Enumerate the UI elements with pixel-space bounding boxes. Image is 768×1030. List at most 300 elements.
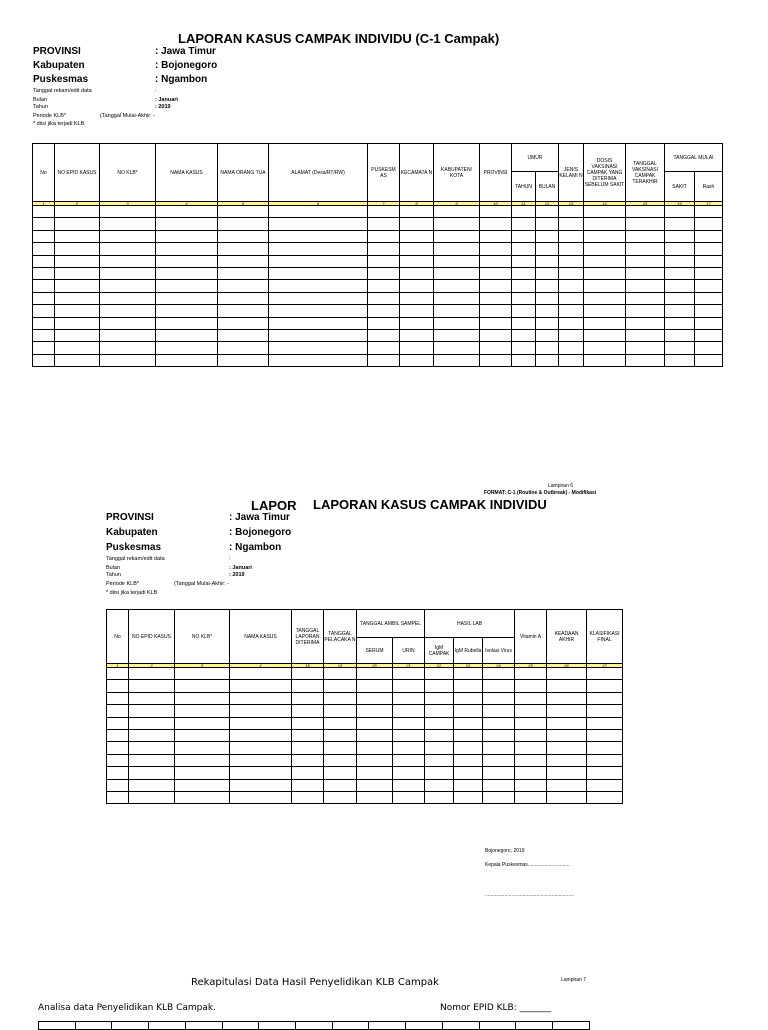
- table-cell: [587, 705, 623, 717]
- report2-provinsi-label: PROVINSI: [106, 512, 154, 523]
- table-cell: [156, 342, 218, 354]
- table-cell: [665, 218, 695, 230]
- table-cell: [536, 280, 559, 292]
- table-cell: [665, 329, 695, 341]
- col-number: 25: [515, 664, 547, 668]
- col-header-no-epid: NO EPID KASUS: [55, 144, 100, 202]
- table-cell: [55, 255, 100, 267]
- col-number: 5: [218, 202, 269, 206]
- table-cell: [55, 243, 100, 255]
- table-cell: [483, 717, 515, 729]
- table-cell: [100, 292, 156, 304]
- table-cell: [480, 292, 512, 304]
- table-cell: [357, 754, 393, 766]
- col-header-tgl-mulai: TANGGAL MULAI: [665, 144, 723, 172]
- col-number: 22: [425, 664, 454, 668]
- table-cell: [515, 754, 547, 766]
- table-cell: [357, 692, 393, 704]
- table-cell: [156, 230, 218, 242]
- table-cell: [665, 342, 695, 354]
- report2-format: FORMAT: C-1 (Routine & Outbreak) - Modifikasi: [484, 490, 597, 496]
- table-cell: [292, 705, 324, 717]
- table-cell: [480, 280, 512, 292]
- col-number: 12: [536, 202, 559, 206]
- table-cell: [584, 267, 626, 279]
- table-cell: [55, 354, 100, 366]
- table-cell: [425, 668, 454, 680]
- table-cell: [480, 267, 512, 279]
- col-header-sakit: SAKIT: [665, 172, 695, 202]
- report2-puskesmas-label: Puskesmas: [106, 542, 162, 553]
- table-cell: [512, 280, 536, 292]
- table-cell: [292, 754, 324, 766]
- table-cell: [324, 680, 357, 692]
- table-cell: [587, 680, 623, 692]
- table-cell: [292, 742, 324, 754]
- table-cell: [512, 206, 536, 218]
- table-cell: [357, 791, 393, 803]
- col-number: 1: [107, 664, 129, 668]
- report1-kabupaten-label: Kabupaten: [33, 60, 85, 71]
- col-header-provinsi: PROVINSI: [480, 144, 512, 202]
- table-cell: [175, 705, 230, 717]
- table-cell: [324, 779, 357, 791]
- table-cell: [454, 767, 483, 779]
- table-cell: [559, 255, 584, 267]
- table-cell: [218, 230, 269, 242]
- col-header-igm-campak: IgM CAMPAK: [425, 638, 454, 664]
- table-cell: [559, 292, 584, 304]
- table-cell: [559, 280, 584, 292]
- table-cell: [515, 705, 547, 717]
- sign-place-date: Bojonegoro, 2019: [485, 848, 525, 854]
- table-cell: [292, 729, 324, 741]
- table-cell: [33, 243, 55, 255]
- table-cell: [156, 317, 218, 329]
- col-number: 11: [512, 202, 536, 206]
- table-cell: [547, 729, 587, 741]
- table-cell: [368, 329, 400, 341]
- table-cell: [107, 767, 129, 779]
- table-row: [107, 692, 623, 704]
- table-cell: [107, 742, 129, 754]
- table-cell: [454, 729, 483, 741]
- table-cell: [480, 230, 512, 242]
- table-cell: [218, 354, 269, 366]
- table-cell: [324, 668, 357, 680]
- table-cell: [33, 255, 55, 267]
- report1-puskesmas-value: : Ngambon: [155, 74, 208, 85]
- col-number: 2: [55, 202, 100, 206]
- table-cell: [368, 342, 400, 354]
- table-cell: [357, 680, 393, 692]
- table-cell: [536, 329, 559, 341]
- table-cell: [156, 267, 218, 279]
- table-cell: [400, 354, 434, 366]
- table-cell: [454, 717, 483, 729]
- col-number: 21: [393, 664, 425, 668]
- table-cell: [100, 280, 156, 292]
- table-cell: [292, 767, 324, 779]
- table-cell: [218, 329, 269, 341]
- report2-periode-value: (Tanggal Mulai-Akhir: -: [174, 581, 230, 587]
- table-cell: [547, 668, 587, 680]
- table-cell: [156, 280, 218, 292]
- table-cell: [230, 680, 292, 692]
- table-cell: [55, 267, 100, 279]
- col-number: 15: [626, 202, 665, 206]
- table-cell: [512, 329, 536, 341]
- table-cell: [483, 729, 515, 741]
- table-cell: [665, 354, 695, 366]
- table-cell: [230, 754, 292, 766]
- report1-table-body: [33, 206, 723, 367]
- col-number: 8: [400, 202, 434, 206]
- table-cell: [218, 292, 269, 304]
- table-cell: [626, 317, 665, 329]
- table-cell: [584, 292, 626, 304]
- table-cell: [536, 230, 559, 242]
- table-cell: [665, 255, 695, 267]
- table-cell: [480, 206, 512, 218]
- report2-tahun-label: Tahun: [106, 572, 121, 578]
- table-cell: [400, 218, 434, 230]
- table-cell: [230, 742, 292, 754]
- col-number: 3: [100, 202, 156, 206]
- report2-table: [106, 609, 623, 804]
- table-cell: [425, 729, 454, 741]
- report1-tahun-label: Tahun: [33, 104, 48, 110]
- table-cell: [129, 717, 175, 729]
- table-cell: [393, 767, 425, 779]
- table-row: [33, 317, 723, 329]
- table-cell: [512, 292, 536, 304]
- table-cell: [454, 692, 483, 704]
- table-cell: [400, 243, 434, 255]
- table-cell: [292, 668, 324, 680]
- col-header-bulan: BULAN: [536, 172, 559, 202]
- table-cell: [559, 243, 584, 255]
- table-cell: [587, 742, 623, 754]
- table-cell: [626, 243, 665, 255]
- col-header-no-epid: NO EPID KASUS: [129, 610, 175, 664]
- col-number: 6: [269, 202, 368, 206]
- table-row: [33, 329, 723, 341]
- col-header-urin: URIN: [393, 638, 425, 664]
- table-cell: [230, 767, 292, 779]
- table-cell: [584, 230, 626, 242]
- table-cell: [129, 668, 175, 680]
- table-cell: [587, 791, 623, 803]
- table-cell: [695, 218, 723, 230]
- col-number: 23: [454, 664, 483, 668]
- report1-puskesmas-label: Puskesmas: [33, 74, 89, 85]
- table-cell: [454, 742, 483, 754]
- table-cell: [368, 243, 400, 255]
- table-row: [39, 1022, 590, 1030]
- table-cell: [483, 668, 515, 680]
- table-cell: [695, 206, 723, 218]
- table-cell: [626, 255, 665, 267]
- table-cell: [695, 255, 723, 267]
- table-cell: [156, 206, 218, 218]
- table-cell: [107, 668, 129, 680]
- table-cell: [665, 243, 695, 255]
- col-header-no: No: [33, 144, 55, 202]
- table-cell: [515, 779, 547, 791]
- table-cell: [324, 692, 357, 704]
- table-cell: [536, 317, 559, 329]
- table-cell: [480, 329, 512, 341]
- table-row: [107, 767, 623, 779]
- table-cell: [547, 767, 587, 779]
- report1-rekam-label: Tanggal rekam/edit data: [33, 88, 92, 94]
- table-cell: [626, 267, 665, 279]
- report1-kabupaten-value: : Bojonegoro: [155, 60, 218, 71]
- table-cell: [665, 267, 695, 279]
- table-cell: [515, 692, 547, 704]
- table-cell: [584, 280, 626, 292]
- table-cell: [393, 692, 425, 704]
- col-header-no-klb: NO KLB*: [175, 610, 230, 664]
- col-header-kabupaten: KABUPATEN/ KOTA: [434, 144, 480, 202]
- table-cell: [129, 742, 175, 754]
- table-cell: [584, 255, 626, 267]
- col-header-tgl-pelacakan: TANGGAL PELACAKA N: [324, 610, 357, 664]
- col-number: 13: [559, 202, 584, 206]
- table-cell: [175, 779, 230, 791]
- table-cell: [324, 742, 357, 754]
- table-cell: [357, 779, 393, 791]
- table-cell: [626, 354, 665, 366]
- table-cell: [559, 206, 584, 218]
- col-header-vitamin: Vitamin A: [515, 610, 547, 664]
- table-cell: [55, 280, 100, 292]
- table-cell: [33, 329, 55, 341]
- col-header-tgl-sampel: TANGGAL AMBIL SAMPEL: [357, 610, 425, 638]
- table-cell: [695, 292, 723, 304]
- col-header-kecamatan: KECAMATA N: [400, 144, 434, 202]
- table-cell: [400, 329, 434, 341]
- table-cell: [587, 692, 623, 704]
- table-cell: [400, 342, 434, 354]
- table-cell: [324, 705, 357, 717]
- table-cell: [393, 705, 425, 717]
- table-cell: [400, 206, 434, 218]
- report2-title: LAPORAN KASUS CAMPAK INDIVIDU: [313, 497, 547, 512]
- table-cell: [107, 692, 129, 704]
- report1-provinsi-value: : Jawa Timur: [155, 46, 216, 57]
- table-cell: [55, 317, 100, 329]
- table-cell: [454, 779, 483, 791]
- table-cell: [584, 342, 626, 354]
- table-cell: [100, 255, 156, 267]
- table-cell: [483, 705, 515, 717]
- table-row: [107, 742, 623, 754]
- table-cell: [454, 680, 483, 692]
- table-cell: [33, 342, 55, 354]
- report3-title: Rekapitulasi Data Hasil Penyelidikan KLB Campak: [191, 977, 439, 988]
- table-cell: [129, 729, 175, 741]
- table-cell: [559, 342, 584, 354]
- table-cell: [434, 317, 480, 329]
- table-row: [33, 267, 723, 279]
- table-cell: [218, 305, 269, 317]
- table-cell: [695, 280, 723, 292]
- table-cell: [269, 243, 368, 255]
- table-cell: [230, 705, 292, 717]
- table-cell: [269, 292, 368, 304]
- table-cell: [400, 292, 434, 304]
- table-cell: [107, 729, 129, 741]
- table-cell: [512, 243, 536, 255]
- table-cell: [584, 317, 626, 329]
- table-cell: [536, 218, 559, 230]
- col-number: 2: [129, 664, 175, 668]
- table-cell: [393, 742, 425, 754]
- table-cell: [368, 218, 400, 230]
- table-cell: [434, 354, 480, 366]
- table-cell: [55, 305, 100, 317]
- table-cell: [434, 243, 480, 255]
- table-cell: [129, 767, 175, 779]
- table-cell: [559, 267, 584, 279]
- table-cell: [434, 292, 480, 304]
- table-cell: [55, 292, 100, 304]
- table-cell: [425, 680, 454, 692]
- table-cell: [483, 767, 515, 779]
- table-cell: [218, 218, 269, 230]
- table-cell: [425, 754, 454, 766]
- table-cell: [454, 705, 483, 717]
- table-cell: [400, 267, 434, 279]
- col-number: 9: [434, 202, 480, 206]
- table-cell: [230, 729, 292, 741]
- table-cell: [107, 680, 129, 692]
- table-cell: [547, 791, 587, 803]
- table-cell: [218, 342, 269, 354]
- report2-kabupaten-value: : Bojonegoro: [229, 527, 292, 538]
- report2-periode-label: Periode KLB*: [106, 581, 140, 587]
- table-cell: [175, 680, 230, 692]
- report2-bulan-value: : Januari: [229, 565, 252, 571]
- table-cell: [559, 218, 584, 230]
- table-cell: [434, 230, 480, 242]
- report1-bulan-label: Bulan: [33, 97, 48, 103]
- table-cell: [129, 705, 175, 717]
- table-cell: [425, 692, 454, 704]
- table-cell: [665, 317, 695, 329]
- table-cell: [55, 218, 100, 230]
- col-number: 10: [480, 202, 512, 206]
- table-cell: [269, 206, 368, 218]
- table-cell: [626, 329, 665, 341]
- report1-periode-label: Periode KLB*: [33, 113, 67, 119]
- table-cell: [434, 218, 480, 230]
- table-cell: [269, 305, 368, 317]
- col-header-nama-kasus: NAMA KASUS: [230, 610, 292, 664]
- table-cell: [695, 317, 723, 329]
- table-cell: [434, 280, 480, 292]
- table-cell: [425, 779, 454, 791]
- col-number: 4: [230, 664, 292, 668]
- table-cell: [269, 329, 368, 341]
- table-cell: [269, 342, 368, 354]
- col-header-serum: SERUM: [357, 638, 393, 664]
- col-number: 16: [665, 202, 695, 206]
- report1-provinsi-label: PROVINSI: [33, 46, 81, 57]
- col-header-alamat: ALAMAT (Desa/RT/RW): [269, 144, 368, 202]
- table-cell: [100, 305, 156, 317]
- table-cell: [393, 791, 425, 803]
- table-row: [33, 292, 723, 304]
- col-number: 3: [175, 664, 230, 668]
- table-cell: [547, 692, 587, 704]
- table-cell: [665, 206, 695, 218]
- sign-line: ................................................................: [485, 892, 574, 898]
- table-cell: [156, 243, 218, 255]
- table-cell: [368, 317, 400, 329]
- table-cell: [357, 668, 393, 680]
- table-cell: [156, 255, 218, 267]
- table-cell: [512, 305, 536, 317]
- table-cell: [626, 305, 665, 317]
- table-cell: [480, 342, 512, 354]
- table-cell: [559, 354, 584, 366]
- table-cell: [175, 729, 230, 741]
- table-cell: [512, 218, 536, 230]
- table-cell: [368, 305, 400, 317]
- table-cell: [400, 317, 434, 329]
- table-cell: [230, 692, 292, 704]
- table-cell: [695, 230, 723, 242]
- table-cell: [434, 267, 480, 279]
- table-cell: [584, 329, 626, 341]
- table-cell: [483, 680, 515, 692]
- table-cell: [480, 243, 512, 255]
- table-cell: [292, 717, 324, 729]
- table-cell: [129, 692, 175, 704]
- col-number: 27: [587, 664, 623, 668]
- table-row: [33, 206, 723, 218]
- table-cell: [175, 668, 230, 680]
- report3-nomor-epid: Nomor EPID KLB: _______: [440, 1003, 552, 1013]
- table-cell: [434, 305, 480, 317]
- table-cell: [393, 754, 425, 766]
- table-cell: [269, 230, 368, 242]
- table-cell: [230, 779, 292, 791]
- table-cell: [515, 791, 547, 803]
- table-cell: [107, 705, 129, 717]
- col-number: 7: [368, 202, 400, 206]
- table-cell: [695, 243, 723, 255]
- table-cell: [665, 292, 695, 304]
- table-cell: [100, 329, 156, 341]
- table-cell: [107, 754, 129, 766]
- col-header-isolasi: Isolasi Virus: [483, 638, 515, 664]
- table-cell: [587, 717, 623, 729]
- table-cell: [33, 280, 55, 292]
- table-cell: [584, 206, 626, 218]
- table-cell: [626, 206, 665, 218]
- table-cell: [515, 668, 547, 680]
- table-row: [33, 255, 723, 267]
- col-header-keadaan: KEADAAN AKHIR: [547, 610, 587, 664]
- table-cell: [547, 717, 587, 729]
- table-cell: [33, 230, 55, 242]
- table-cell: [584, 218, 626, 230]
- table-cell: [230, 668, 292, 680]
